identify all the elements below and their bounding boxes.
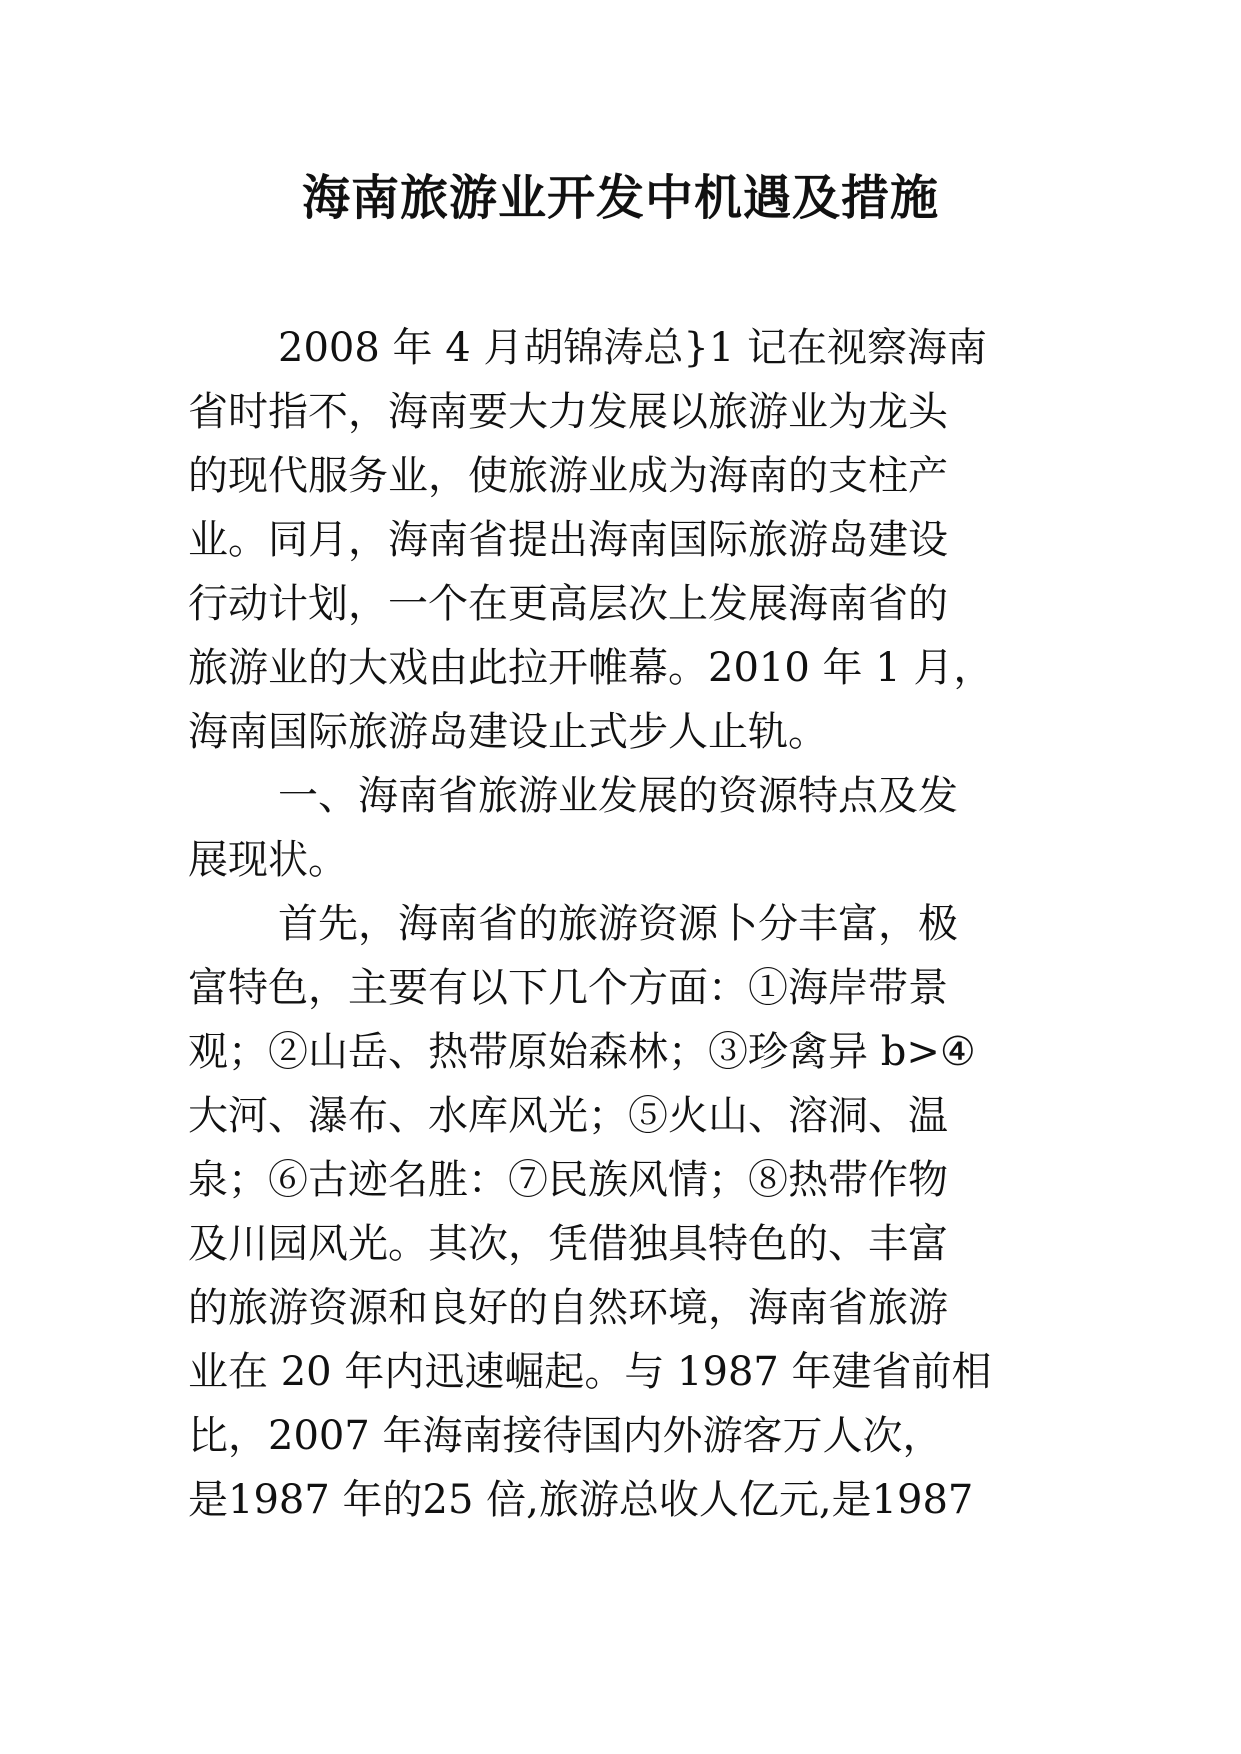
- text-line: 首先，海南省的旅游资源卜分丰富，极: [278, 901, 958, 947]
- text-line: 大河、瀑布、水库风光；⑤火山、溶洞、温: [188, 1093, 948, 1139]
- text-line: 观；②山岳、热带原始森林；③珍禽异 b>④: [188, 1029, 976, 1075]
- text-line: 的现代服务业，使旅游业成为海南的支柱产: [188, 453, 948, 499]
- text-line: 旅游业的大戏由此拉开帷幕。2010 年 1 月，: [188, 645, 994, 691]
- text-line: 2008 年 4 月胡锦涛总}1 记在视察海南: [278, 325, 988, 371]
- text-line: 是1987 年的25 倍,旅游总收人亿元,是1987: [188, 1477, 974, 1523]
- section-heading-line: 展现状。: [188, 837, 348, 883]
- text-line: 的旅游资源和良好的自然环境，海南省旅游: [188, 1285, 948, 1331]
- text-line: 业在 20 年内迅速崛起。与 1987 年建省前相: [188, 1349, 992, 1395]
- text-line: 海南国际旅游岛建设止式步人止轨。: [188, 709, 828, 755]
- text-line: 泉；⑥古迹名胜：⑦民族风情；⑧热带作物: [188, 1157, 948, 1203]
- text-line: 行动计划，一个在更高层次上发展海南省的: [188, 581, 948, 627]
- section-heading-line: 一、海南省旅游业发展的资源特点及发: [278, 773, 958, 819]
- document-title: 海南旅游业开发中机遇及措施: [301, 170, 939, 226]
- document-body: [188, 316, 1068, 1532]
- text-line: 富特色，主要有以下几个方面：①海岸带景: [188, 965, 948, 1011]
- text-line: 及川园风光。其次，凭借独具特色的、丰富: [188, 1221, 948, 1267]
- text-line: 业。同月，海南省提出海南国际旅游岛建设: [188, 517, 948, 563]
- text-line: 比，2007 年海南接待国内外游客万人次，: [188, 1413, 943, 1459]
- text-line: 省时指不，海南要大力发展以旅游业为龙头: [188, 389, 948, 435]
